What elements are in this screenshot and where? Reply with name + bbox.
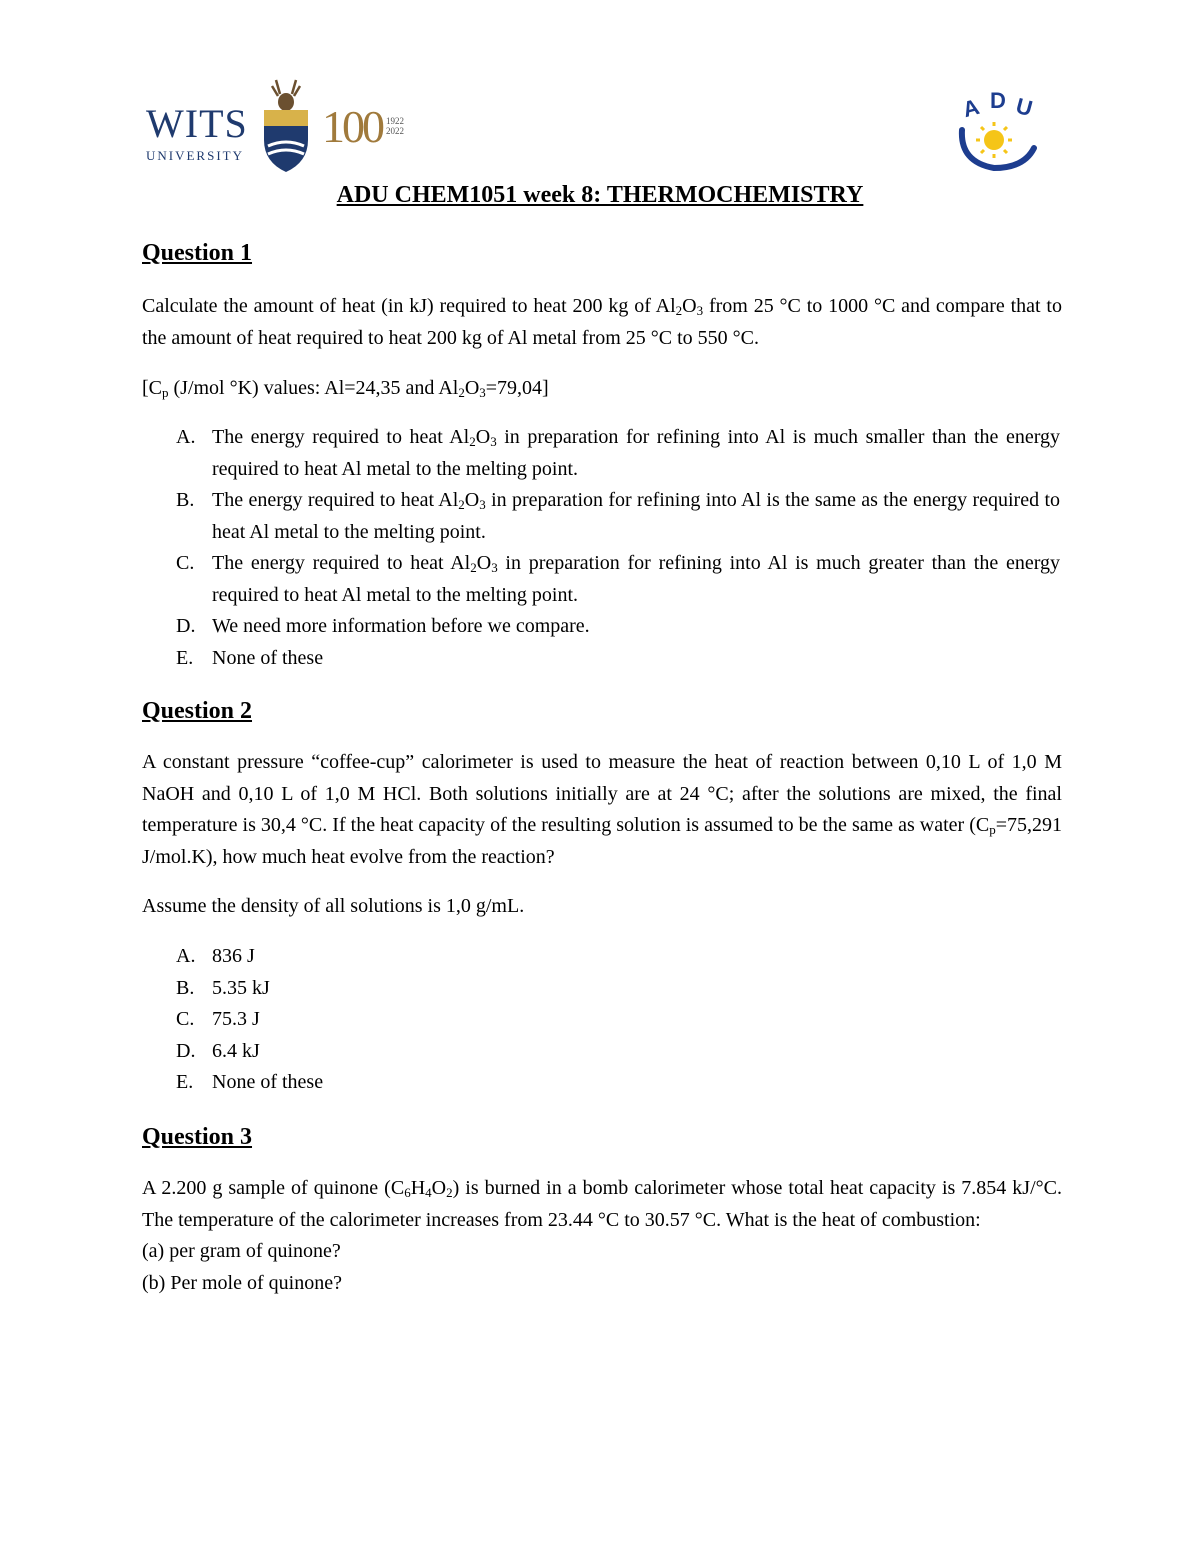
svg-text:D: D bbox=[990, 88, 1006, 113]
centenary-mark bbox=[322, 101, 412, 154]
centenary-years bbox=[386, 116, 404, 136]
option-text: O bbox=[476, 552, 492, 574]
option-a[interactable] bbox=[176, 941, 1060, 973]
option-letter: A. bbox=[176, 945, 196, 967]
wits-university-label: UNIVERSITY bbox=[146, 148, 244, 163]
option-d[interactable] bbox=[176, 611, 1060, 643]
q1-text-part: O bbox=[682, 295, 697, 317]
option-letter: D. bbox=[176, 1039, 196, 1062]
question-2-options bbox=[176, 941, 1060, 1099]
option-text: The energy required to heat Al bbox=[212, 426, 470, 448]
question-1-cp-values bbox=[142, 373, 1062, 405]
option-letter: B. bbox=[176, 976, 195, 999]
cp-part: =79,04] bbox=[485, 377, 549, 399]
option-text: in preparation for refining into Al is much smaller than the energy required to heat Al metal to the melting point. bbox=[212, 426, 1060, 480]
option-text: 836 J bbox=[212, 945, 255, 967]
cp-part: O bbox=[464, 377, 480, 399]
q1-text-part: Calculate the amount of heat (in kJ) required to heat 200 kg of Al bbox=[142, 295, 676, 317]
option-sub: 2 bbox=[458, 497, 465, 512]
option-text: in preparation for refining into Al is much greater than the energy required to heat Al metal to the melting point. bbox=[212, 552, 1060, 606]
cp-sub: 3 bbox=[479, 385, 486, 400]
wits-wordmark: WITS bbox=[146, 101, 248, 146]
option-text: 6.4 kJ bbox=[212, 1039, 260, 1062]
q2-sub: p bbox=[989, 822, 996, 837]
q3-sub: 6 bbox=[404, 1185, 411, 1200]
question-2-heading: Question 2 bbox=[142, 698, 253, 724]
wits-crest-icon bbox=[258, 76, 314, 176]
q1-sub: 3 bbox=[696, 303, 704, 318]
q2-text-part: A constant pressure “coffee-cup” calorimeter is used to measure the heat of reaction between 0,10 L of 1,0 M NaOH and 0,10 L of 1,0 M HCl. Both solutions initially are at 24 °C; after the solutions are mixed, the final temperature is 30,4 °C. If the heat capacity of the resulting solution is assumed to be the same as water (C bbox=[142, 751, 1062, 836]
option-text: The energy required to heat Al bbox=[212, 552, 471, 574]
option-sub: 3 bbox=[491, 560, 498, 575]
option-text: in preparation for refining into Al is the same as the energy required to heat Al metal to the melting point. bbox=[212, 489, 1060, 543]
q3-text-part: O bbox=[431, 1177, 447, 1199]
option-sub: 2 bbox=[470, 560, 477, 575]
option-text: None of these bbox=[212, 1071, 324, 1093]
wits-wordmark-block bbox=[146, 101, 248, 164]
wits-university-logo bbox=[142, 76, 412, 176]
svg-text:A: A bbox=[960, 93, 982, 123]
option-letter: B. bbox=[176, 489, 195, 511]
option-c[interactable] bbox=[176, 1004, 1060, 1036]
question-1-options bbox=[176, 422, 1060, 674]
cp-sub: p bbox=[162, 385, 169, 400]
option-e[interactable] bbox=[176, 1067, 1060, 1099]
option-text: O bbox=[464, 489, 480, 511]
q3-text-part: H bbox=[410, 1177, 426, 1199]
option-letter: E. bbox=[176, 646, 194, 669]
option-b[interactable] bbox=[176, 973, 1060, 1005]
question-3-text bbox=[142, 1173, 1062, 1299]
q3-text-part: A 2.200 g sample of quinone (C bbox=[142, 1177, 405, 1199]
q3-sub: 2 bbox=[446, 1185, 453, 1200]
option-sub: 2 bbox=[469, 434, 476, 449]
option-letter: D. bbox=[176, 615, 196, 637]
question-3-part-a: (a) per gram of quinone? bbox=[142, 1240, 341, 1262]
question-1-text bbox=[142, 291, 1062, 354]
question-2-text bbox=[142, 747, 1062, 873]
option-letter: C. bbox=[176, 552, 195, 574]
option-text: O bbox=[475, 426, 491, 448]
option-text: The energy required to heat Al bbox=[212, 489, 459, 511]
cp-part: [C bbox=[142, 377, 162, 399]
centenary-year-end: 2022 bbox=[386, 126, 404, 136]
option-a[interactable] bbox=[176, 422, 1060, 485]
q3-sub: 4 bbox=[425, 1185, 432, 1200]
option-text: 5.35 kJ bbox=[212, 976, 270, 999]
centenary-number: 100 bbox=[322, 101, 382, 152]
option-sub: 3 bbox=[479, 497, 486, 512]
option-text: We need more information before we compare. bbox=[212, 615, 590, 637]
q2-text-part: =75,291 J/mol.K), how much heat evolve from the reaction? bbox=[142, 814, 1062, 868]
option-letter: E. bbox=[176, 1071, 194, 1093]
adu-logo-icon bbox=[950, 88, 1042, 174]
centenary-year-start: 1922 bbox=[386, 116, 404, 126]
q1-text-part: from 25 °C to 1000 °C and compare that to the amount of heat required to heat 200 kg of Al metal from 25 °C to 550 °C. bbox=[142, 295, 1062, 349]
option-text: 75.3 J bbox=[212, 1008, 260, 1030]
question-2-density-note: Assume the density of all solutions is 1,0 g/mL. bbox=[142, 895, 525, 917]
question-1-heading: Question 1 bbox=[142, 240, 253, 266]
option-d[interactable] bbox=[176, 1036, 1060, 1068]
option-b[interactable] bbox=[176, 485, 1060, 548]
q1-sub: 2 bbox=[675, 303, 683, 318]
page-title: ADU CHEM1051 week 8: THERMOCHEMISTRY bbox=[336, 182, 864, 208]
option-e[interactable] bbox=[176, 643, 1060, 675]
q3-text-part: ) is burned in a bomb calorimeter whose total heat capacity is 7.854 kJ/°C. The temperature of the calorimeter increases from 23.44 °C to 30.57 °C. What is the heat of combustion: bbox=[142, 1177, 1062, 1231]
cp-part: (J/mol °K) values: Al=24,35 and Al bbox=[168, 377, 459, 399]
question-3-part-b: (b) Per mole of quinone? bbox=[142, 1271, 342, 1294]
option-letter: A. bbox=[176, 426, 196, 448]
cp-sub: 2 bbox=[458, 385, 465, 400]
question-3-heading: Question 3 bbox=[142, 1124, 253, 1150]
option-sub: 3 bbox=[490, 434, 497, 449]
option-c[interactable] bbox=[176, 548, 1060, 611]
svg-text:U: U bbox=[1013, 92, 1036, 122]
option-letter: C. bbox=[176, 1008, 195, 1030]
option-text: None of these bbox=[212, 646, 324, 669]
